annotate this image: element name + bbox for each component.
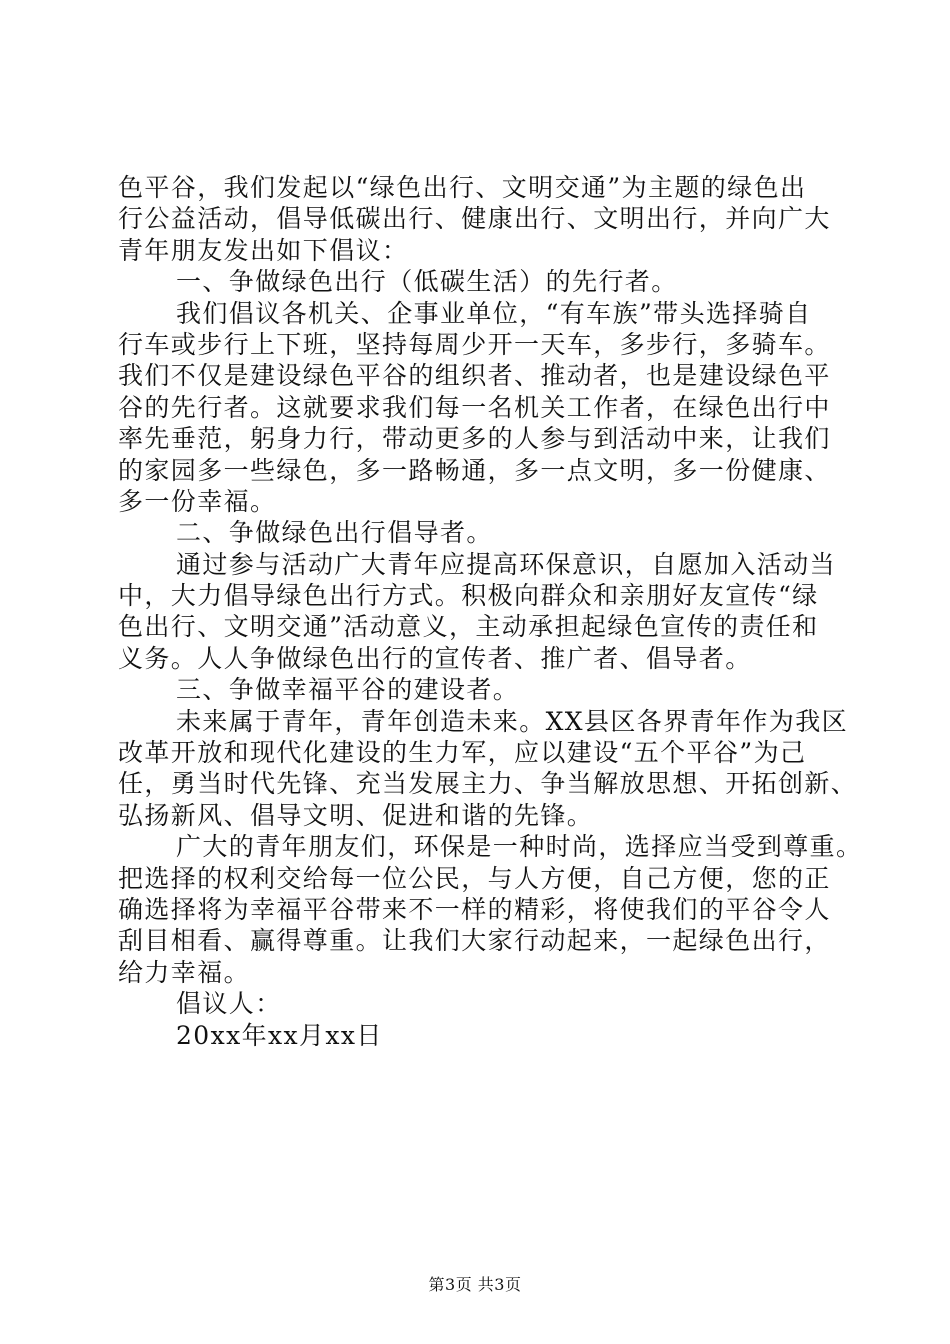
text-line: 率先垂范，躬身力行，带动更多的人参与到活动中来，让我们 (118, 424, 831, 454)
text-line: 多一份幸福。 (118, 486, 277, 516)
text-line: 改革开放和现代化建设的生力军，应以建设“五个平谷”为己 (118, 738, 807, 768)
section-heading-3: 三、争做幸福平谷的建设者。 (176, 675, 520, 705)
text-line: 弘扬新风、倡导文明、促进和谐的先锋。 (118, 800, 594, 830)
section-heading-1: 一、争做绿色出行（低碳生活）的先行者。 (176, 267, 678, 297)
signatory-label: 倡议人： (176, 989, 282, 1019)
text-line: 行车或步行上下班，坚持每周少开一天车，多步行，多骑车。 (118, 329, 831, 359)
text-line: 给力幸福。 (118, 957, 251, 987)
text-line: 我们不仅是建设绿色平谷的组织者、推动者，也是建设绿色平 (118, 361, 831, 391)
text-line: 任，勇当时代先锋、充当发展主力、争当解放思想、开拓创新、 (118, 769, 858, 799)
text-line: 把选择的权利交给每一位公民，与人方便，自己方便，您的正 (118, 863, 831, 893)
text-line: 色出行、文明交通”活动意义，主动承担起绿色宣传的责任和 (118, 612, 819, 642)
text-line: 青年朋友发出如下倡议： (118, 235, 409, 265)
text-line: 刮目相看、赢得尊重。让我们大家行动起来，一起绿色出行， (118, 926, 831, 956)
text-line: 中，大力倡导绿色出行方式。积极向群众和亲朋好友宣传“绿 (118, 581, 819, 611)
text-line: 义务。人人争做绿色出行的宣传者、推广者、倡导者。 (118, 643, 752, 673)
text-line: 我们倡议各机关、企事业单位，“有车族”带头选择骑自 (176, 298, 812, 328)
text-line: 色平谷，我们发起以“绿色出行、文明交通”为主题的绿色出 (118, 173, 807, 202)
text-line: 的家园多一些绿色，多一路畅通，多一点文明，多一份健康、 (118, 455, 831, 485)
text-line: 谷的先行者。这就要求我们每一名机关工作者，在绿色出行中 (118, 392, 831, 422)
text-line: 确选择将为幸福平谷带来不一样的精彩，将使我们的平谷令人 (118, 894, 831, 924)
text-line: 行公益活动，倡导低碳出行、健康出行、文明出行，并向广大 (118, 204, 831, 234)
text-line: 广大的青年朋友们，环保是一种时尚，选择应当受到尊重。 (176, 832, 863, 862)
section-heading-2: 二、争做绿色出行倡导者。 (176, 518, 493, 548)
document-date: 20xx年xx月xx日 (176, 1020, 383, 1050)
document-body (118, 172, 863, 1051)
text-line: 未来属于青年，青年创造未来。XX县区各界青年作为我区 (176, 706, 848, 736)
page-footer: 第3页 共3页 (428, 1275, 522, 1294)
text-line: 通过参与活动广大青年应提高环保意识，自愿加入活动当 (176, 549, 837, 579)
